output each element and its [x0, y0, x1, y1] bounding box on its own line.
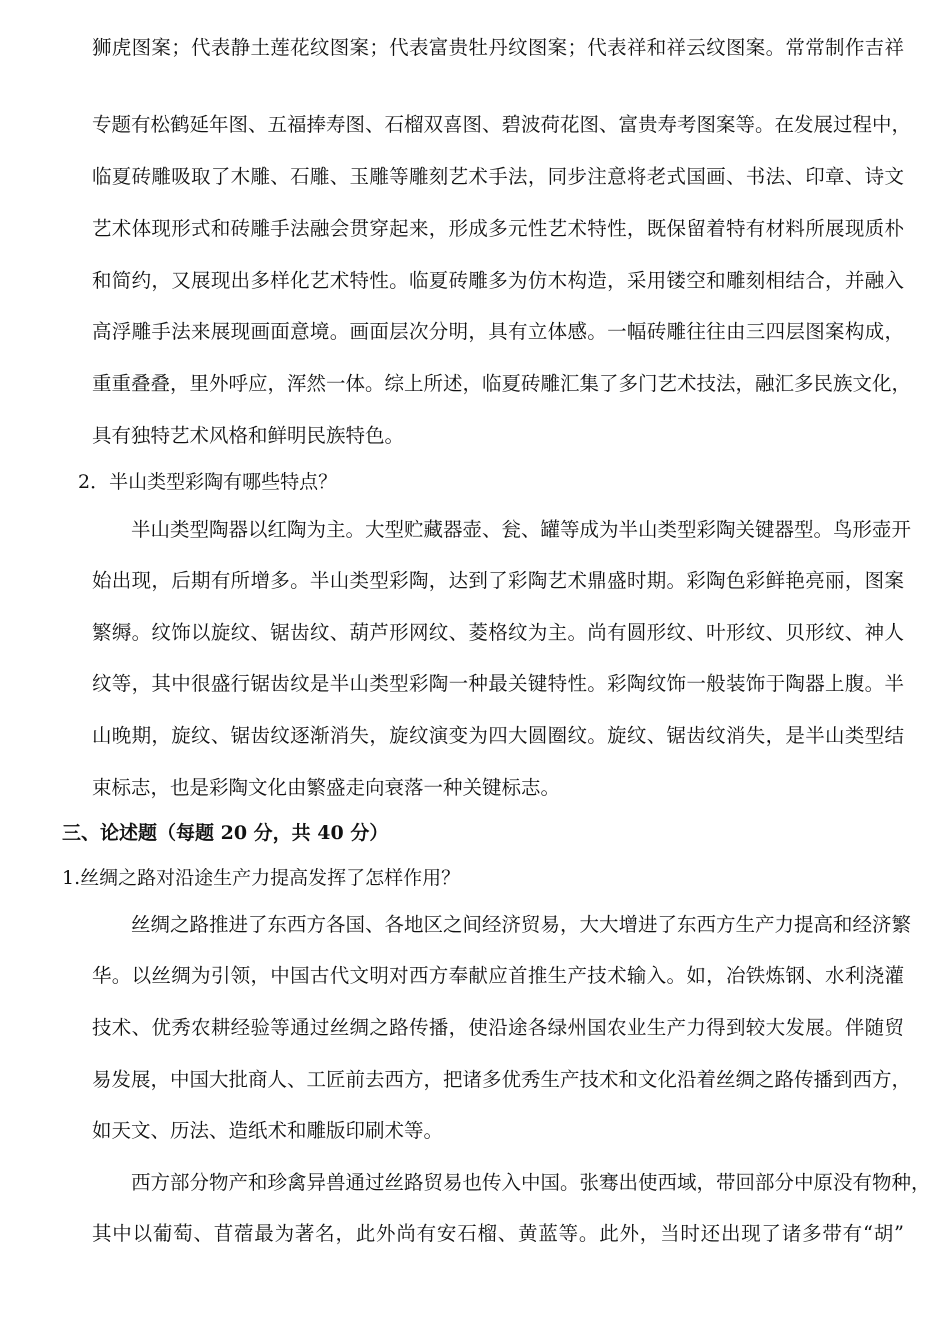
text-line: 山晚期，旋纹、锯齿纹逐渐消失，旋纹演变为四大圆圈纹。旋纹、锯齿纹消失，是半山类型结: [92, 724, 904, 747]
text-line: 高浮雕手法来展现画面意境。画面层次分明，具有立体感。一幅砖雕往往由三四层图案构成，: [92, 320, 904, 343]
question-3-1-title: 1.丝绸之路对沿途生产力提高发挥了怎样作用？: [62, 867, 461, 889]
text-line: 丝绸之路推进了东西方各国、各地区之间经济贸易，大大增进了东西方生产力提高和经济繁: [92, 913, 912, 936]
text-line: 临夏砖雕吸取了木雕、石雕、玉雕等雕刻艺术手法，同步注意将老式国画、书法、印章、诗文: [92, 165, 904, 188]
question-2-title: 2．半山类型彩陶有哪些特点？: [78, 471, 338, 493]
text-line: 束标志，也是彩陶文化由繁盛走向衰落一种关键标志。: [92, 776, 561, 799]
text-line: 始出现，后期有所增多。半山类型彩陶，达到了彩陶艺术鼎盛时期。彩陶色彩鲜艳亮丽，图案: [92, 569, 904, 592]
text-line: 和简约，又展现出多样化艺术特性。临夏砖雕多为仿木构造，采用镂空和雕刻相结合，并融入: [92, 269, 904, 292]
text-line: 技术、优秀农耕经验等通过丝绸之路传播，使沿途各绿州国农业生产力得到较大发展。伴随贸: [92, 1016, 904, 1039]
text-line: 具有独特艺术风格和鲜明民族特色。: [92, 424, 405, 447]
text-line: 其中以葡萄、苜蓿最为著名，此外尚有安石榴、黄蓝等。此外，当时还出现了诸多带有“胡”: [92, 1222, 904, 1245]
text-line: 易发展，中国大批商人、工匠前去西方，把诸多优秀生产技术和文化沿着丝绸之路传播到西方，: [92, 1068, 912, 1091]
text-line: 半山类型陶器以红陶为主。大型贮藏器壶、瓮、罐等成为半山类型彩陶关键器型。鸟形壶开: [92, 518, 912, 541]
text-line: 西方部分物产和珍禽异兽通过丝路贸易也传入中国。张骞出使西域，带回部分中原没有物种，: [92, 1171, 931, 1194]
text-line: 狮虎图案；代表静土莲花纹图案；代表富贵牡丹纹图案；代表祥和祥云纹图案。常常制作吉祥: [92, 36, 904, 59]
text-line: 繁缛。纹饰以旋纹、锯齿纹、葫芦形网纹、菱格纹为主。尚有圆形纹、叶形纹、贝形纹、神人: [92, 621, 904, 644]
text-line: 重重叠叠，里外呼应，浑然一体。综上所述，临夏砖雕汇集了多门艺术技法，融汇多民族文化，: [92, 372, 912, 395]
section-3-heading: 三、论述题（每题 20 分，共 40 分）: [62, 822, 389, 844]
text-line: 如天文、历法、造纸术和雕版印刷术等。: [92, 1119, 444, 1142]
text-line: 华。以丝绸为引领，中国古代文明对西方奉献应首推生产技术输入。如，冶铁炼钢、水利浇灌: [92, 964, 904, 987]
text-line: 专题有松鹤延年图、五福捧寿图、石榴双喜图、碧波荷花图、富贵寿考图案等。在发展过程中，: [92, 113, 912, 136]
text-line: 纹等，其中很盛行锯齿纹是半山类型彩陶一种最关键特性。彩陶纹饰一般装饰于陶器上腹。半: [92, 672, 904, 695]
text-line: 艺术体现形式和砖雕手法融会贯穿起来，形成多元性艺术特性，既保留着特有材料所展现质朴: [92, 217, 904, 240]
